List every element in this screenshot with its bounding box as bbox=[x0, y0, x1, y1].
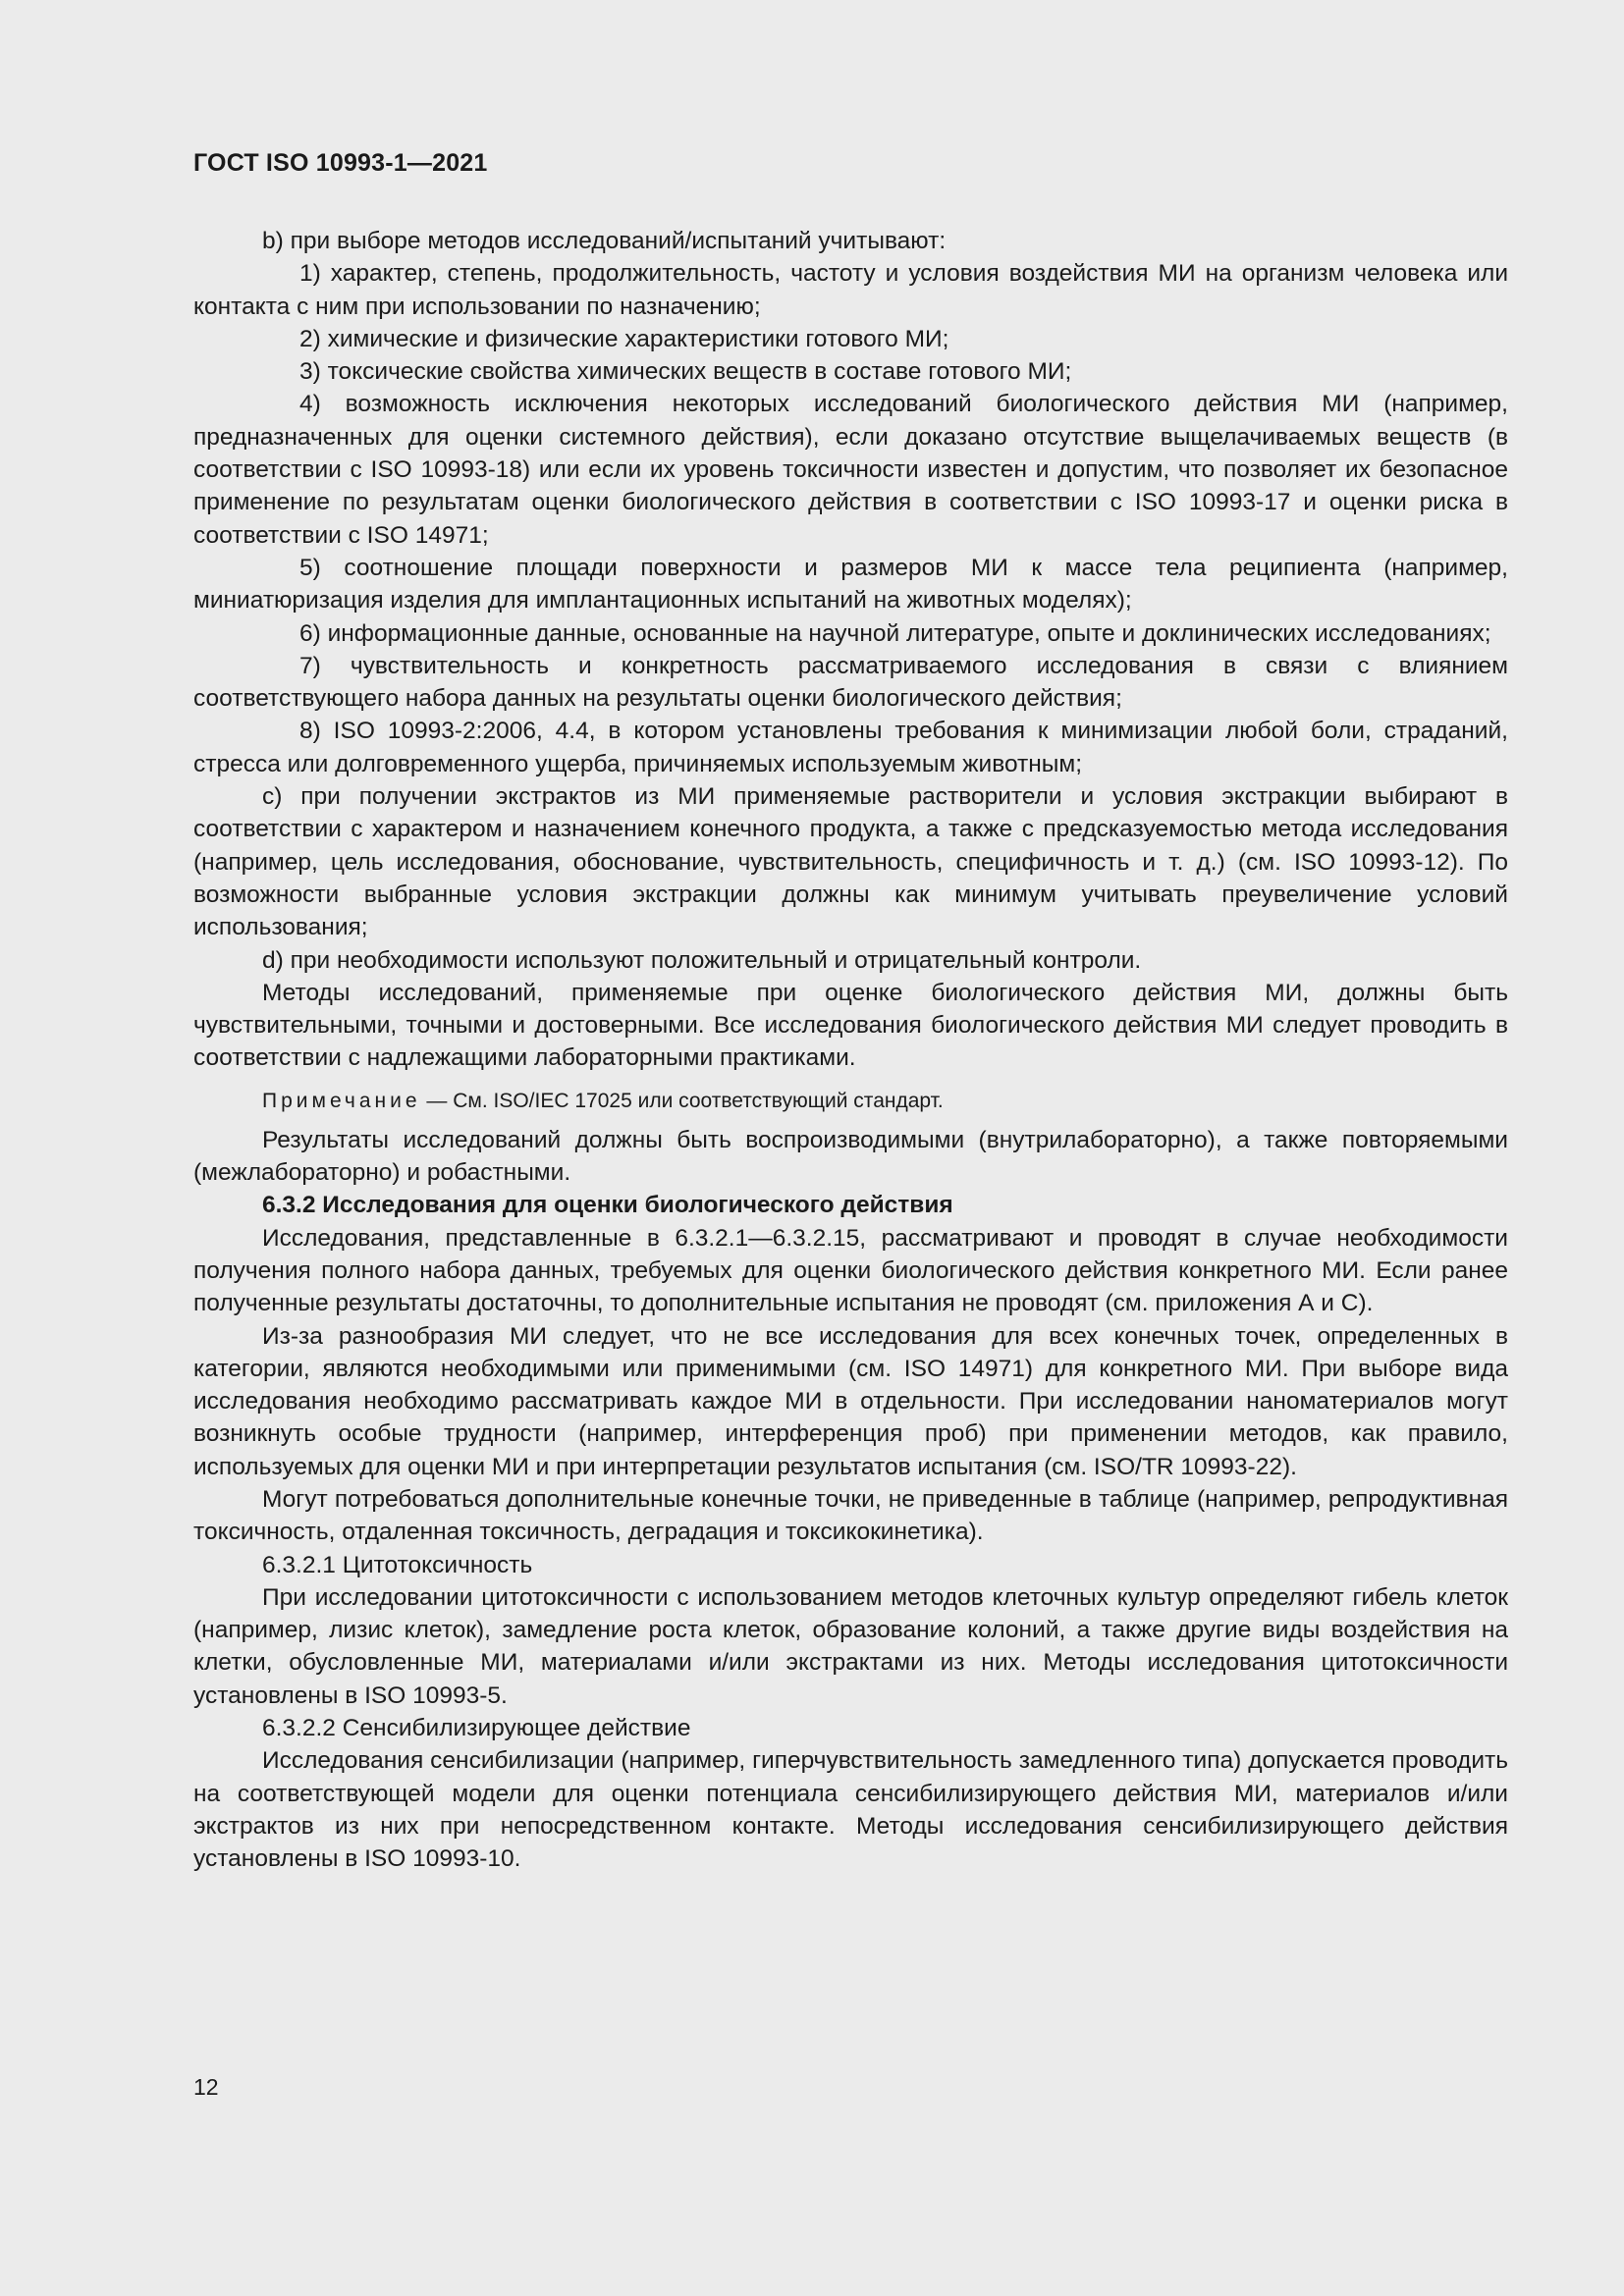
note-text: — См. ISO/IEC 17025 или соответствующий стандарт. bbox=[420, 1089, 944, 1112]
note-label: Примечание bbox=[262, 1089, 421, 1112]
subsection-title-6-3-2-2: 6.3.2.2 Сенсибилизирующее действие bbox=[262, 1715, 691, 1742]
document-page bbox=[193, 0, 1508, 2296]
document-header: ГОСТ ISO 10993-1—2021 bbox=[193, 149, 488, 177]
list-item-b2: 2) химические и физические характеристики готового МИ; bbox=[299, 325, 949, 352]
section-heading-6-3-2: 6.3.2 Исследования для оценки биологического действия bbox=[262, 1192, 953, 1219]
list-item-b4: 4) возможность исключения некоторых исследований биологического действия МИ (например, предназначенных для оценки системного действия), если доказано отсутствие выщелачиваемых веществ (в соответствии с ISO 10993-18) или если их уровень токсичности известен и допустим, что позволяет их безопасное применение по результатам оценки биологического действия в соответствии с ISO 10993-17 и оценки риска в соответствии с ISO 14971; bbox=[193, 391, 1508, 549]
list-item-b6: 6) информационные данные, основанные на научной литературе, опыте и доклинических исследованиях; bbox=[299, 619, 1491, 647]
list-item-b5: 5) соотношение площади поверхности и размеров МИ к массе тела реципиента (например, миниатюризация изделия для имплантационных испытаний на животных моделях); bbox=[193, 554, 1508, 614]
paragraph-6-3-2-1: При исследовании цитотоксичности с использованием методов клеточных культур определяют гибель клеток (например, лизис клеток), замедление роста клеток, образование колоний, а также другие виды воздействия на клетки, обусловленные МИ, материалами и/или экстрактами из них. Методы исследования цитотоксичности установлены в ISO 10993-5. bbox=[193, 1583, 1508, 1709]
list-item-d: d) при необходимости используют положительный и отрицательный контроли. bbox=[262, 946, 1142, 974]
subsection-title-6-3-2-1: 6.3.2.1 Цитотоксичность bbox=[262, 1551, 533, 1578]
document-body bbox=[193, 225, 1508, 1876]
note bbox=[193, 1089, 1508, 1114]
paragraph-results: Результаты исследований должны быть воспроизводимыми (внутрилабораторно), а также повторяемыми (межлабораторно) и робастными. bbox=[193, 1126, 1508, 1187]
list-item-c: c) при получении экстрактов из МИ применяемые растворители и условия экстракции выбирают в соответствии с характером и назначением конечного продукта, а также с предсказуемостью метода исследования (например, цель исследования, обоснование, чувствительность, специфичность и т. д.) (см. ISO 10993-12). По возможности выбранные условия экстракции должны как минимум учитывать преувеличение условий использования; bbox=[193, 783, 1508, 941]
paragraph-6-3-2: Исследования, представленные в 6.3.2.1—6.3.2.15, рассматривают и проводят в случае необходимости получения полного набора данных, требуемых для оценки биологического действия конкретного МИ. Если ранее полученные результаты достаточны, то дополнительные испытания не проводят (см. приложения А и С). bbox=[193, 1224, 1508, 1317]
list-item-b3: 3) токсические свойства химических веществ в составе готового МИ; bbox=[299, 358, 1072, 386]
list-item-b8: 8) ISO 10993-2:2006, 4.4, в котором установлены требования к минимизации любой боли, страданий, стресса или долговременного ущерба, причиняемых используемым животным; bbox=[193, 718, 1508, 777]
paragraph-6-3-2-2: Исследования сенсибилизации (например, гиперчувствительность замедленного типа) допускается проводить на соответствующей модели для оценки потенциала сенсибилизирующего действия МИ, материалов и/или экстрактов из них при непосредственном контакте. Методы исследования сенсибилизирующего действия установлены в ISO 10993-10. bbox=[193, 1747, 1508, 1873]
paragraph-methods: Методы исследований, применяемые при оценке биологического действия МИ, должны быть чувствительными, точными и достоверными. Все исследования биологического действия МИ следует проводить в соответствии с надлежащими лабораторными практиками. bbox=[193, 979, 1508, 1072]
paragraph-additional: Могут потребоваться дополнительные конечные точки, не приведенные в таблице (например, репродуктивная токсичность, отдаленная токсичность, деградация и токсикокинетика). bbox=[193, 1485, 1508, 1546]
list-item-b: b) при выборе методов исследований/испытаний учитывают: bbox=[262, 228, 947, 254]
list-item-b1: 1) характер, степень, продолжительность, частоту и условия воздействия МИ на организм человека или контакта с ним при использовании по назначению; bbox=[193, 260, 1508, 320]
list-item-b7: 7) чувствительность и конкретность рассматриваемого исследования в связи с влиянием соответствующего набора данных на результаты оценки биологического действия; bbox=[193, 652, 1508, 713]
paragraph-variety: Из-за разнообразия МИ следует, что не все исследования для всех конечных точек, определенных в категории, являются необходимыми или применимыми (см. ISO 14971) для конкретного МИ. При выборе вида исследования необходимо рассматривать каждое МИ в отдельности. При исследовании наноматериалов могут возникнуть особые трудности (например, интерференция проб) при применении методов, как правило, используемых для оценки МИ и при интерпретации результатов испытания (см. ISO/TR 10993-22). bbox=[193, 1322, 1508, 1480]
page-number: 12 bbox=[193, 2074, 219, 2100]
